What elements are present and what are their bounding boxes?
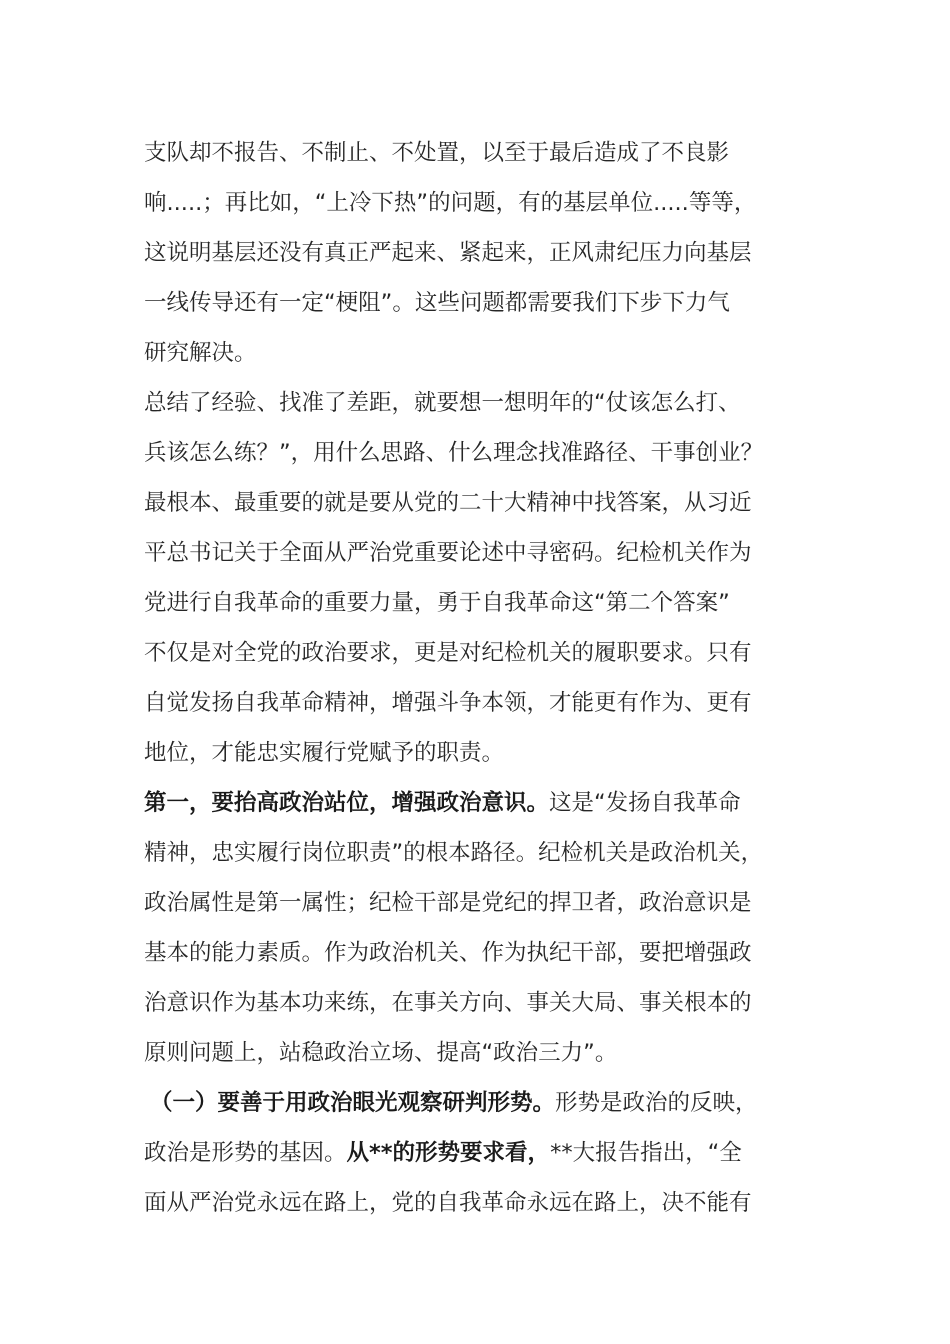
text-line bbox=[144, 628, 806, 678]
text-run: 治意识作为基本功来练，在事关方向、事关大局、事关根本的 bbox=[144, 990, 752, 1016]
text-run: 这是“发扬自我革命 bbox=[549, 790, 741, 816]
text-line bbox=[144, 978, 806, 1028]
text-line bbox=[144, 828, 806, 878]
text-run: 这说明基层还没有真正严起来、紧起来，正风肃纪压力向基层 bbox=[144, 240, 752, 266]
text-line bbox=[144, 478, 806, 528]
document-body bbox=[144, 128, 806, 1228]
text-run: 响.....；再比如，“上冷下热”的问题，有的基层单位.....等等， bbox=[144, 190, 757, 216]
text-line bbox=[144, 728, 806, 778]
text-line bbox=[144, 378, 806, 428]
text-line bbox=[144, 578, 806, 628]
text-run: 最根本、最重要的就是要从党的二十大精神中找答案，从习近 bbox=[144, 490, 752, 516]
text-line bbox=[144, 328, 806, 378]
text-run: 精神，忠实履行岗位职责”的根本路径。纪检机关是政治机关， bbox=[144, 840, 764, 866]
text-run: 形势是政治的反映， bbox=[555, 1090, 758, 1116]
bold-text-run: 从**的形势要求看， bbox=[346, 1140, 551, 1166]
text-run: 研究解决。 bbox=[144, 340, 257, 366]
text-line bbox=[144, 528, 806, 578]
text-line bbox=[144, 1178, 806, 1228]
text-run: 总结了经验、找准了差距，就要想一想明年的“仗该怎么打、 bbox=[144, 390, 741, 416]
text-line bbox=[144, 778, 806, 828]
text-run: 支队却不报告、不制止、不处置，以至于最后造成了不良影 bbox=[144, 140, 730, 166]
text-run: 原则问题上，站稳政治立场、提高“政治三力”。 bbox=[144, 1040, 618, 1066]
text-run: 不仅是对全党的政治要求，更是对纪检机关的履职要求。只有 bbox=[144, 640, 752, 666]
text-run: 兵该怎么练？”，用什么思路、什么理念找准路径、干事创业？ bbox=[144, 440, 764, 466]
text-run: 基本的能力素质。作为政治机关、作为执纪干部，要把增强政 bbox=[144, 940, 752, 966]
bold-text-run: 第一，要抬高政治站位，增强政治意识。 bbox=[144, 790, 550, 816]
text-line bbox=[144, 678, 806, 728]
text-line bbox=[144, 1028, 806, 1078]
text-run: 党进行自我革命的重要力量，勇于自我革命这“第二个答案” bbox=[144, 590, 730, 616]
text-run: 面从严治党永远在路上，党的自我革命永远在路上，决不能有 bbox=[144, 1190, 752, 1216]
text-run: **大报告指出，“全 bbox=[550, 1140, 742, 1166]
text-run: 自觉发扬自我革命精神，增强斗争本领，才能更有作为、更有 bbox=[144, 690, 752, 716]
text-line bbox=[144, 1128, 806, 1178]
text-line bbox=[144, 128, 806, 178]
text-line bbox=[144, 878, 806, 928]
text-line bbox=[144, 178, 806, 228]
bold-text-run: （一）要善于用政治眼光观察研判形势。 bbox=[150, 1090, 556, 1116]
text-run: 地位，才能忠实履行党赋予的职责。 bbox=[144, 740, 505, 766]
text-line bbox=[144, 428, 806, 478]
text-line bbox=[144, 278, 806, 328]
text-line bbox=[144, 228, 806, 278]
text-run: 政治属性是第一属性；纪检干部是党纪的捍卫者，政治意识是 bbox=[144, 890, 752, 916]
text-line bbox=[144, 1078, 806, 1128]
text-line bbox=[144, 928, 806, 978]
text-run: 政治是形势的基因。 bbox=[144, 1140, 347, 1166]
text-run: 一线传导还有一定“梗阻”。这些问题都需要我们下步下力气 bbox=[144, 290, 730, 316]
text-run: 平总书记关于全面从严治党重要论述中寻密码。纪检机关作为 bbox=[144, 540, 752, 566]
